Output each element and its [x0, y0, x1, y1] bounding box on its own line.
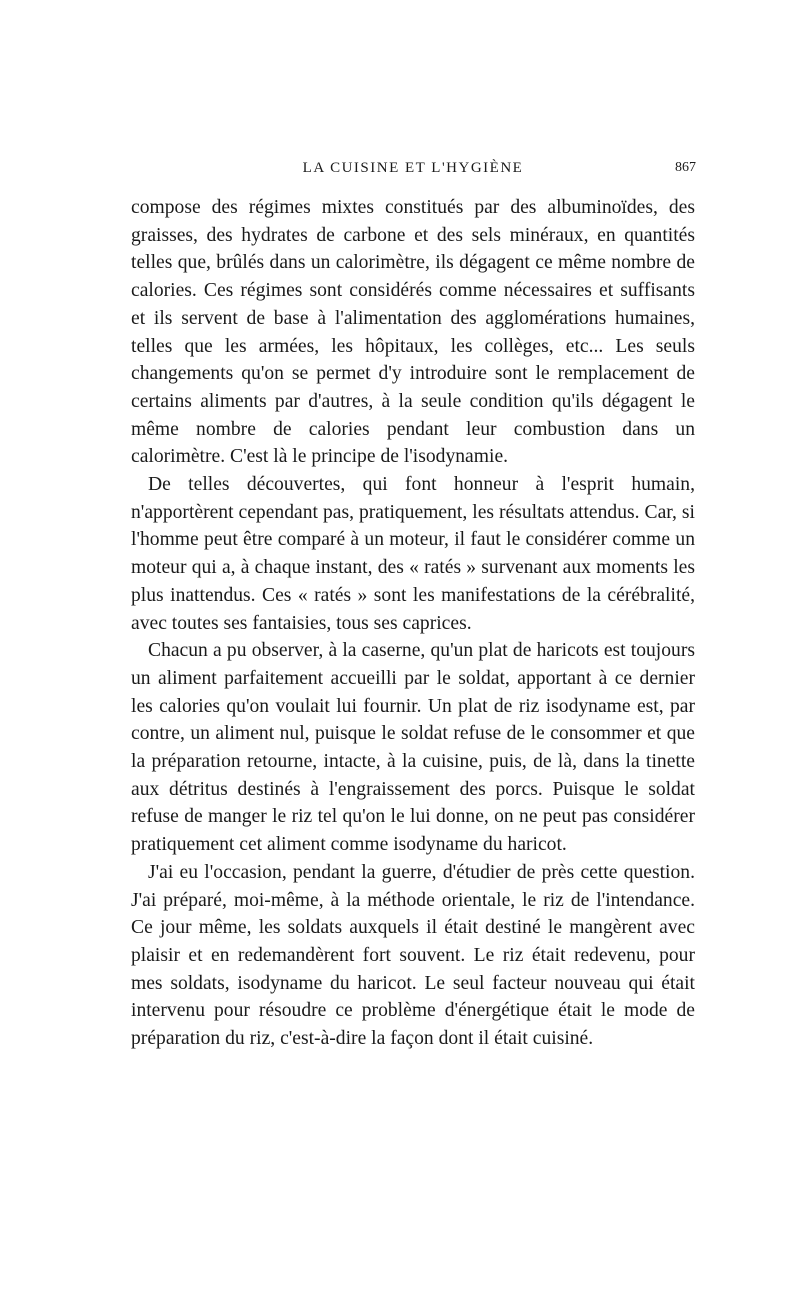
- paragraph-caserne: Chacun a pu observer, à la caserne, qu'un plat de haricots est toujours un aliment parfaitement accueilli par le soldat, apportant à ce dernier les calories qu'on voulait lui fournir. Un plat de riz isodyname est, par contre, un aliment nul, puisque le soldat refuse de le consommer et que la préparation retourne, intacte, à la cuisine, puis, de là, dans la tinette aux détritus destinés à l'engraissement des porcs. Puisque le soldat refuse de manger le riz tel qu'on le lui donne, on ne peut pas considérer pratiquement cet aliment comme isodyname du haricot.: [131, 640, 695, 856]
- paragraph-continuation: compose des régimes mixtes constitués par des albuminoïdes, des graisses, des hydrates de carbone et des sels minéraux, en quantités telles que, brûlés dans un calorimètre, ils dégagent ce même nombre de calories. Ces régimes sont considérés comme nécessaires et suffisants et ils servent de base à l'alimentation des agglomérations humaines, telles que les armées, les hôpitaux, les collèges, etc... Les seuls changements qu'on se permet d'y introduire sont le remplacement de certains aliments par d'autres, à la seule condition qu'ils dégagent le même nombre de calories pendant leur combustion dans un calorimètre. C'est là le principe de l'isodynamie.: [131, 197, 695, 468]
- body-text: [131, 194, 695, 1053]
- running-title: LA CUISINE ET L'HYGIÈNE: [302, 160, 524, 176]
- paragraph-decouvertes: De telles découvertes, qui font honneur à l'esprit humain, n'apportèrent cependant pas, pratiquement, les résultats attendus. Car, si l'homme peut être comparé à un moteur, il faut le considérer comme un moteur qui a, à chaque instant, des « ratés » survenant aux moments les plus inattendus. Ces « ratés » sont les manifestations de la cérébralité, avec toutes ses fantaisies, tous ses caprices.: [131, 474, 695, 634]
- running-header: [130, 156, 696, 180]
- paragraph-guerre: J'ai eu l'occasion, pendant la guerre, d'étudier de près cette question. J'ai préparé, moi-même, à la méthode orientale, le riz de l'intendance. Ce jour même, les soldats auxquels il était destiné le mangèrent avec plaisir et en redemandèrent fort souvent. Le riz était redevenu, pour mes soldats, isodyname du haricot. Le seul facteur nouveau qui était intervenu pour résoudre ce problème d'énergétique était le mode de préparation du riz, c'est-à-dire la façon dont il était cuisiné.: [131, 861, 695, 1050]
- page-number: 867: [675, 160, 696, 175]
